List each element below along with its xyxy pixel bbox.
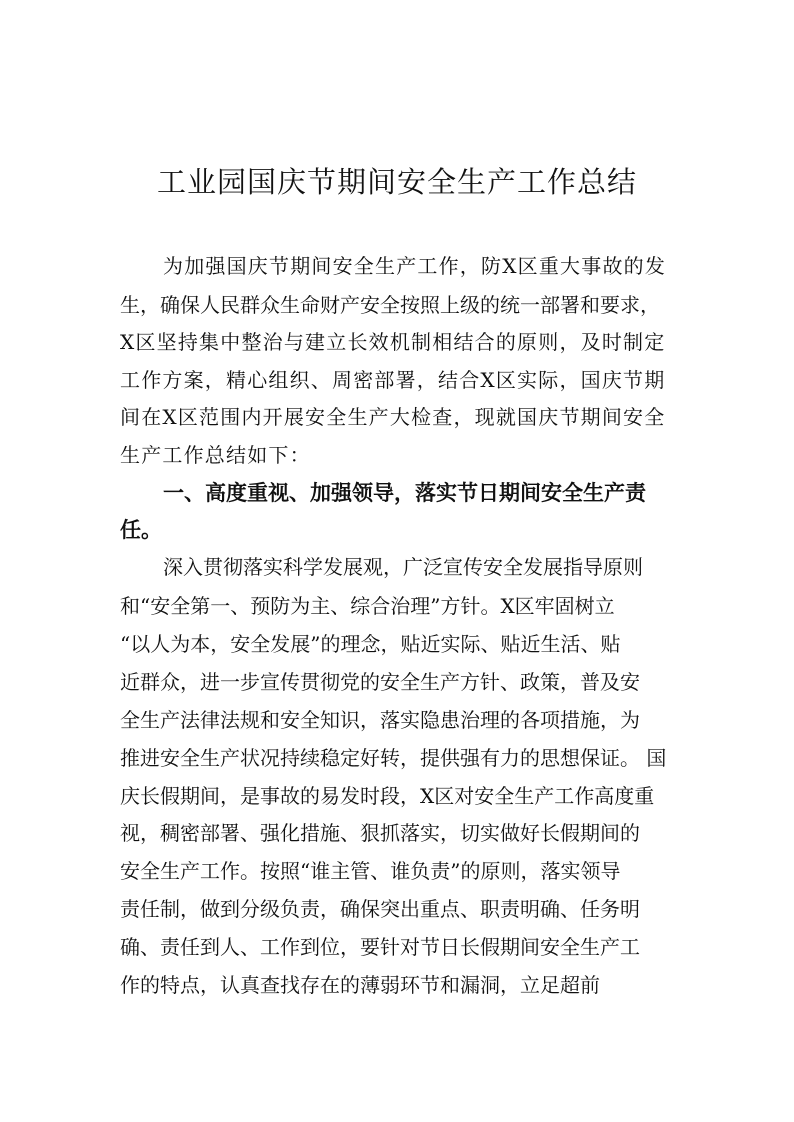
intro-line: 生产工作总结如下： — [120, 443, 311, 467]
section-heading: 一、高度重视、加强领导，落实节日期间安全生产责 — [163, 481, 646, 505]
body-line: 近群众，进一步宣传贯彻党的安全生产方针、政策，普及安 — [120, 670, 640, 694]
intro-line: 间在X区范围内开展安全生产大检查，现就国庆节期间安全 — [120, 405, 666, 429]
body-line: 深入贯彻落实科学发展观，广泛宣传安全发展指导原则 — [163, 555, 643, 579]
body-line: 确、责任到人、工作到位，要针对节日长假期间安全生产工 — [120, 935, 640, 959]
intro-line: X区坚持集中整治与建立长效机制相结合的原则，及时制定 — [120, 330, 666, 354]
body-line: 责任制，做到分级负责，确保突出重点、职责明确、任务明 — [120, 897, 640, 921]
intro-line: 工作方案，精心组织、周密部署，结合X区实际，国庆节期 — [120, 368, 666, 392]
document-title: 工业园国庆节期间安全生产工作总结 — [156, 165, 637, 199]
body-line: 作的特点，认真查找存在的薄弱环节和漏洞，立足超前 — [120, 973, 600, 997]
body-line: 安全生产工作。按照“谁主管、谁负责”的原则，落实领导 — [120, 859, 621, 883]
body-line: “以人为本，安全发展”的理念，贴近实际、贴近生活、贴 — [120, 632, 621, 656]
body-line: 和“安全第一、预防为主、综合治理”方针。X区牢固树立 — [120, 594, 615, 618]
body-line: 庆长假期间，是事故的易发时段，X区对安全生产工作高度重 — [120, 784, 655, 808]
body-line: 全生产法律法规和安全知识，落实隐患治理的各项措施，为 — [120, 708, 640, 732]
intro-line: 为加强国庆节期间安全生产工作，防X区重大事故的发 — [163, 254, 667, 278]
intro-line: 生，确保人民群众生命财产安全按照上级的统一部署和要求， — [120, 293, 660, 317]
body-line: 视，稠密部署、强化措施、狠抓落实，切实做好长假期间的 — [120, 821, 640, 845]
section-heading: 任。 — [120, 518, 162, 542]
body-line: 推进安全生产状况持续稳定好转，提供强有力的思想保证。 国 — [120, 746, 667, 770]
